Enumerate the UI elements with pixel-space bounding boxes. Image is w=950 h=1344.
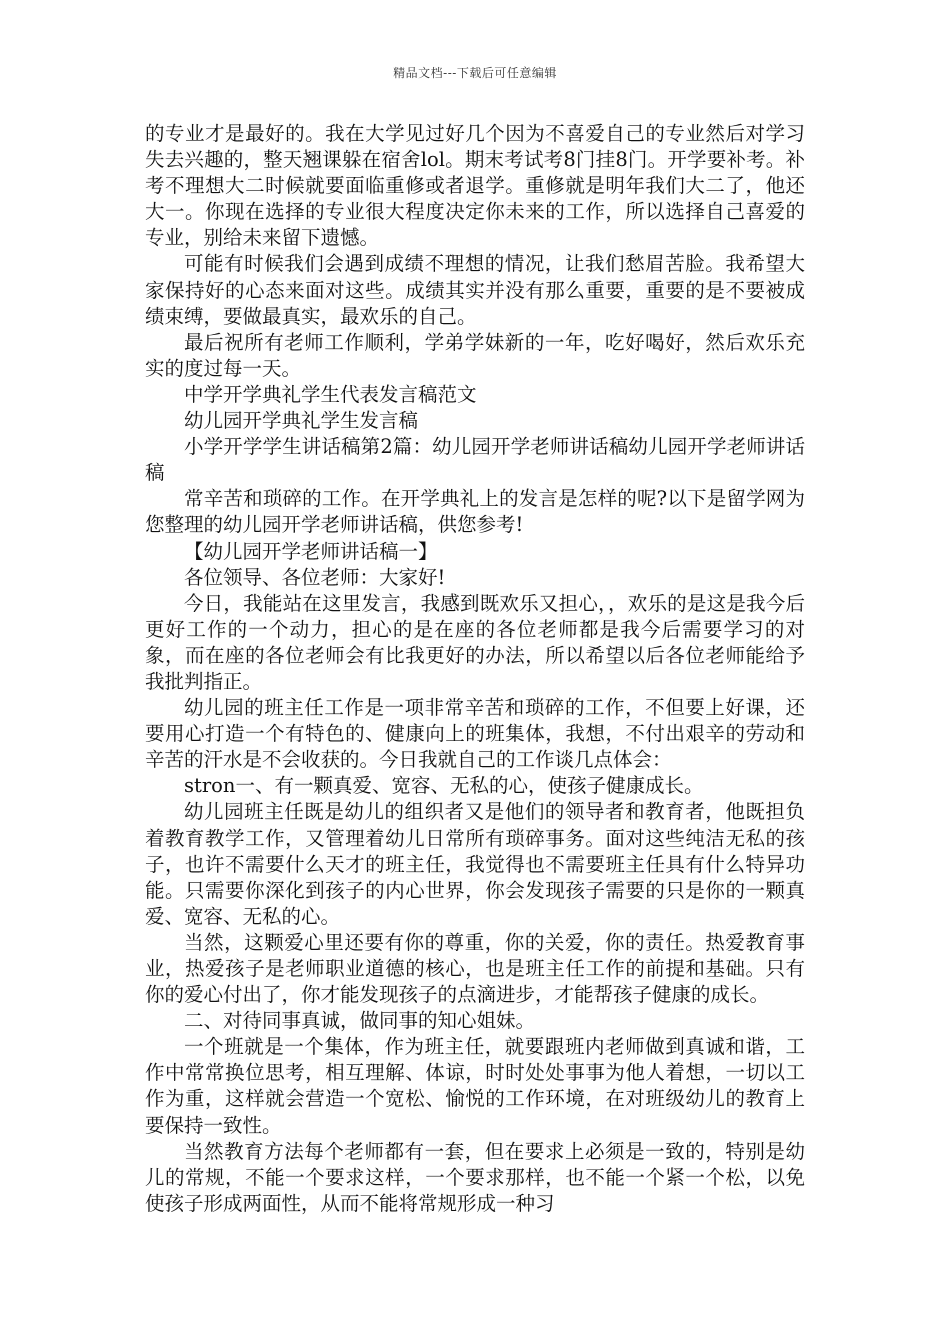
document-body	[145, 121, 805, 1217]
article-title-line: 中学开学典礼学生代表发言稿范文	[184, 382, 477, 406]
paragraph: 当然教育方法每个老师都有一套，但在要求上必须是一致的，特别是幼儿的常规，不能一个要求这样，一个要求那样，也不能一个紧一个松，以免使孩子形成两面性，从而不能将常规形成一种习	[145, 1139, 805, 1215]
point-heading: 二、对待同事真诚，做同事的知心姐妹。	[184, 1009, 536, 1033]
paragraph: 一个班就是一个集体，作为班主任，就要跟班内老师做到真诚和谐，工作中常常换位思考，相互理解、体谅，时时处处事事为他人着想，一切以工作为重，这样就会营造一个宽松、愉悦的工作环境，在对班级幼儿的教育上要保持一致性。	[145, 1035, 805, 1137]
point-heading: stron一、有一颗真爱、宽容、无私的心，使孩子健康成长。	[184, 774, 704, 798]
salutation: 各位领导、各位老师：大家好!	[184, 565, 446, 589]
paragraph: 当然，这颗爱心里还要有你的尊重，你的关爱，你的责任。热爱教育事业，热爱孩子是老师职业道德的核心，也是班主任工作的前提和基础。只有你的爱心付出了，你才能发现孩子的点滴进步，才能帮孩子健康的成长。	[145, 930, 805, 1007]
article-title-line: 幼儿园开学典礼学生发言稿	[184, 409, 419, 433]
page-header: 精品文档---下载后可任意编辑	[393, 66, 557, 80]
paragraph: 可能有时候我们会遇到成绩不理想的情况，让我们愁眉苦脸。我希望大家保持好的心态来面对这些。成绩其实并没有那么重要，重要的是不要被成绩束缚，要做最真实，最欢乐的自己。	[145, 252, 805, 328]
paragraph: 今日，我能站在这里发言，我感到既欢乐又担心，，欢乐的是这是我今后更好工作的一个动力，担心的是在座的各位老师都是我今后需要学习的对象，而在座的各位老师会有比我更好的办法，所以希望以后各位老师能给予我批判指正。	[145, 591, 805, 693]
paragraph: 幼儿园班主任既是幼儿的组织者又是他们的领导者和教育者，他既担负着教育教学工作，又管理着幼儿日常所有琐碎事务。面对这些纯洁无私的孩子，也许不需要什么天才的班主任，我觉得也不需要班主任具有什么特异功能。只需要你深化到孩子的内心世界，你会发现孩子需要的只是你的一颗真爱、宽容、无私的心。	[145, 800, 805, 928]
paragraph: 最后祝所有老师工作顺利，学弟学妹新的一年，吃好喝好，然后欢乐充实的度过每一天。	[145, 330, 805, 380]
paragraph: 常辛苦和琐碎的工作。在开学典礼上的发言是怎样的呢?以下是留学网为您整理的幼儿园开学老师讲话稿，供您参考!	[145, 487, 805, 537]
section-heading: 【幼儿园开学老师讲话稿一】	[184, 539, 438, 563]
article-title-line: 小学开学学生讲话稿第2篇：幼儿园开学老师讲话稿幼儿园开学老师讲话稿	[145, 435, 805, 485]
paragraph: 幼儿园的班主任工作是一项非常辛苦和琐碎的工作，不但要上好课，还要用心打造一个有特色的、健康向上的班集体，我想，不付出艰辛的劳动和辛苦的汗水是不会收获的。今日我就自己的工作谈几点体会：	[145, 696, 805, 772]
paragraph: 的专业才是最好的。我在大学见过好几个因为不喜爱自己的专业然后对学习失去兴趣的，整天翘课躲在宿舍lol。期末考试考8门挂8门。开学要补考。补考不理想大二时候就要面临重修或者退学。重修就是明年我们大二了，他还大一。你现在选择的专业很大程度决定你未来的工作，所以选择自己喜爱的专业，别给未来留下遗憾。	[145, 122, 805, 250]
